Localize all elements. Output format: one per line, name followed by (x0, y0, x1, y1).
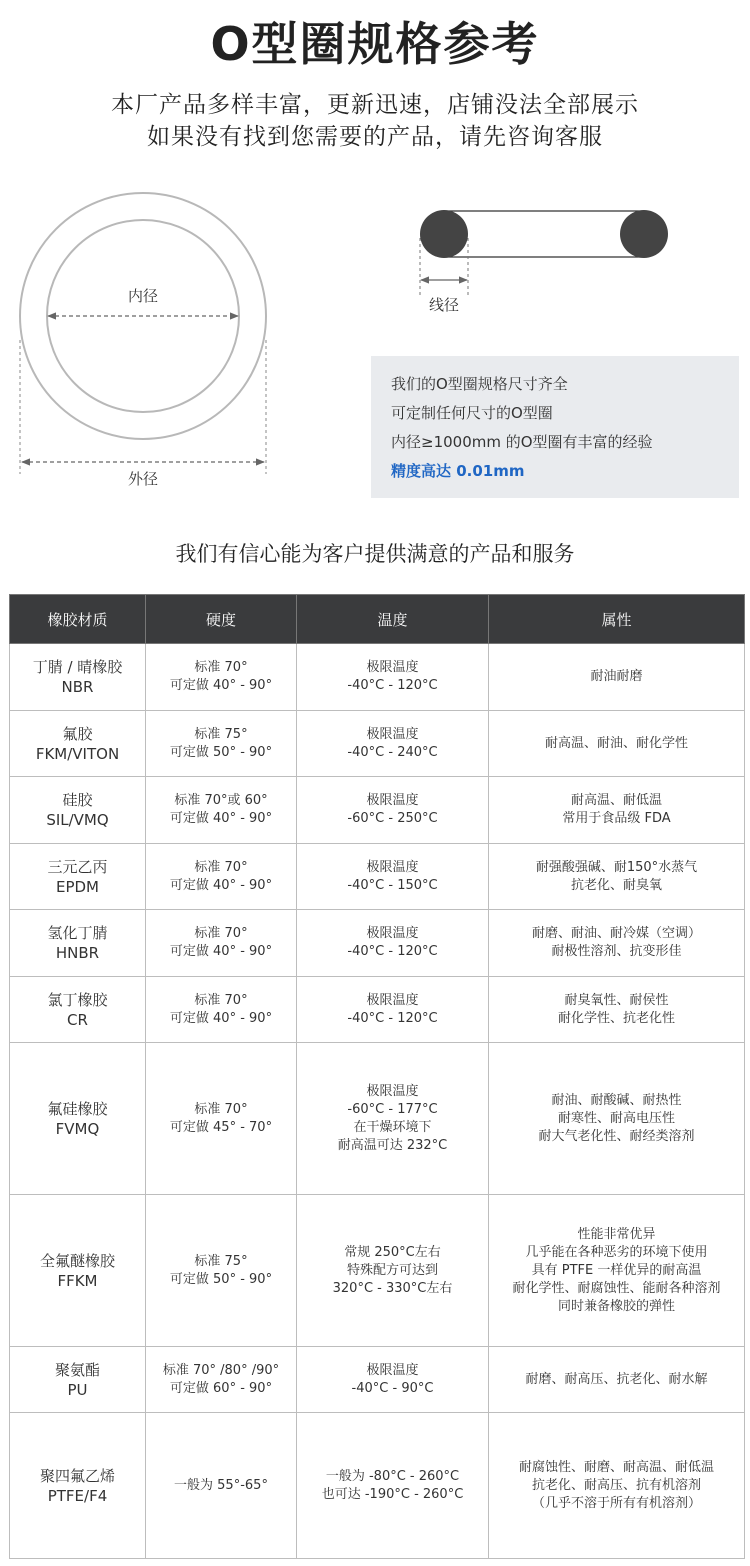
cell-text: 极限温度 (366, 992, 419, 1008)
property-cell (489, 977, 745, 1043)
table-row (10, 910, 745, 977)
temperature-cell (297, 777, 489, 844)
table-header-row (10, 595, 745, 644)
property-cell (489, 1347, 745, 1413)
confidence-statement: 我们有信心能为客户提供满意的产品和服务 (175, 542, 575, 566)
wire-diameter-label: 线径 (428, 296, 460, 314)
cell-text: -40°C - 120°C (347, 944, 438, 959)
cell-text: 极限温度 (366, 1362, 419, 1378)
cell-text: 常规 250°C左右 (344, 1244, 441, 1260)
table-row (10, 711, 745, 777)
cell-text: FFKM (57, 1271, 98, 1290)
cell-text: 耐高温、耐低温 (570, 793, 662, 808)
cell-text: 丁腈 / 晴橡胶 (32, 658, 123, 676)
cell-text: SIL/VMQ (46, 811, 109, 829)
hardness-cell (146, 1347, 297, 1413)
cell-text: -60°C - 250°C (347, 811, 438, 826)
cell-text: 在干燥环境下 (353, 1119, 432, 1135)
cell-text: 特殊配方可达到 (346, 1262, 438, 1278)
cell-text: 耐化学性、耐腐蚀性、能耐各种溶剂 (512, 1280, 721, 1296)
inner-diameter-label: 内径 (127, 287, 159, 305)
column-header: 温度 (297, 595, 489, 644)
cell-text: 聚氨酯 (54, 1360, 100, 1379)
property-cell (489, 777, 745, 844)
cell-text: 可定做 60° - 90° (169, 1380, 273, 1396)
table-row (10, 644, 745, 711)
material-cell (10, 644, 146, 711)
cell-text: 标准 75° (194, 1253, 248, 1269)
cell-text: -60°C - 177°C (347, 1101, 438, 1117)
cell-text: 具有 PTFE 一样优异的耐高温 (531, 1262, 702, 1278)
outer-diameter-label: 外径 (127, 470, 159, 488)
cell-text: NBR (61, 678, 94, 696)
cell-text: 耐磨、耐高压、抗老化、耐水解 (525, 1371, 708, 1387)
temperature-cell (297, 1347, 489, 1413)
material-cell (10, 1413, 146, 1559)
material-cell (10, 1347, 146, 1413)
cell-text: HNBR (55, 944, 100, 962)
cell-text: 耐大气老化性、耐经类溶剂 (538, 1128, 695, 1144)
cell-text: 可定做 50° - 90° (169, 744, 273, 760)
cell-text: 一般为 -80°C - 260°C (325, 1468, 460, 1484)
hardness-cell (146, 977, 297, 1043)
cell-text: 320°C - 330°C左右 (332, 1280, 453, 1296)
hardness-cell (146, 1413, 297, 1559)
cell-text: 标准 70° (194, 992, 248, 1008)
material-cell (10, 977, 146, 1043)
cell-text: （几乎不溶于所有有机溶剂） (531, 1495, 701, 1511)
cell-text: 耐油、耐酸碱、耐热性 (551, 1092, 682, 1108)
temperature-cell (297, 977, 489, 1043)
o-ring-cross-section (420, 210, 668, 314)
cell-text: 三元乙丙 (47, 857, 108, 876)
cell-text: PTFE/F4 (47, 1486, 108, 1505)
subtitle-line-1: 本厂产品多样丰富，更新迅速，店铺没法全部展示 (111, 92, 639, 118)
cell-text: 可定做 40° - 90° (169, 944, 273, 959)
cell-text: -40°C - 120°C (347, 678, 438, 693)
cell-text: 也可达 -190°C - 260°C (321, 1486, 464, 1502)
cell-text: 抗老化、耐高压、抗有机溶剂 (531, 1477, 701, 1493)
column-header: 硬度 (146, 595, 297, 644)
cell-text: 耐腐蚀性、耐磨、耐高温、耐低温 (518, 1459, 714, 1475)
cell-text: 耐极性溶剂、抗变形佳 (551, 944, 682, 959)
table-row (10, 844, 745, 910)
cell-text: 极限温度 (366, 926, 419, 941)
property-cell (489, 844, 745, 910)
cell-text: 标准 70°或 60° (174, 793, 268, 808)
column-header: 橡胶材质 (10, 595, 146, 644)
property-cell (489, 711, 745, 777)
cell-text: 氢化丁腈 (47, 924, 108, 942)
cell-text: 极限温度 (366, 793, 419, 808)
cell-text: 几乎能在各种恶劣的环境下使用 (525, 1244, 708, 1260)
cell-text: 耐强酸强碱、耐150°水蒸气 (535, 859, 698, 875)
material-cell (10, 711, 146, 777)
cell-text: 全氟醚橡胶 (39, 1251, 115, 1270)
temperature-cell (297, 844, 489, 910)
cell-text: -40°C - 90°C (351, 1380, 434, 1396)
property-cell (489, 1413, 745, 1559)
table-row (10, 1043, 745, 1195)
cell-text: 可定做 40° - 90° (169, 678, 273, 693)
cell-text: 同时兼备橡胶的弹性 (557, 1298, 675, 1314)
material-cell (10, 1043, 146, 1195)
property-cell (489, 1195, 745, 1347)
temperature-cell (297, 644, 489, 711)
cell-text: 氟胶 (62, 724, 93, 743)
cell-text: 耐化学性、抗老化性 (557, 1010, 675, 1026)
cell-text: 极限温度 (366, 859, 419, 875)
hardness-cell (146, 1195, 297, 1347)
material-cell (10, 910, 146, 977)
cell-text: 硅胶 (62, 791, 93, 809)
cell-text: 可定做 40° - 90° (169, 877, 273, 893)
cell-text: 可定做 50° - 90° (169, 1271, 273, 1287)
cell-text: CR (67, 1010, 88, 1029)
cell-text: PU (67, 1380, 88, 1399)
page-title: O型圈规格参考 (210, 17, 540, 71)
info-line: 内径≥1000mm 的O型圈有丰富的经验 (391, 433, 653, 451)
cell-text: 氟硅橡胶 (47, 1099, 108, 1118)
cell-text: 抗老化、耐臭氧 (570, 877, 662, 893)
temperature-cell (297, 910, 489, 977)
property-cell (489, 644, 745, 711)
cell-text: -40°C - 150°C (347, 877, 438, 893)
cell-text: 氯丁橡胶 (47, 990, 108, 1009)
cell-text: 耐磨、耐油、耐冷媒（空调） (531, 926, 701, 941)
cell-text: 标准 70° (194, 859, 248, 875)
property-cell (489, 910, 745, 977)
temperature-cell (297, 1195, 489, 1347)
cell-text: 耐臭氧性、耐侯性 (564, 992, 669, 1008)
table-row (10, 1195, 745, 1347)
column-header: 属性 (489, 595, 745, 644)
hardness-cell (146, 910, 297, 977)
hardness-cell (146, 711, 297, 777)
cell-text: 标准 70° /80° /90° (162, 1362, 280, 1378)
hardness-cell (146, 1043, 297, 1195)
o-ring-front-view (20, 193, 266, 488)
cell-text: FVMQ (55, 1119, 100, 1138)
material-cell (10, 844, 146, 910)
cell-text: FKM/VITON (35, 744, 120, 763)
cell-text: EPDM (55, 877, 99, 896)
cell-text: 一般为 55°-65° (174, 1477, 268, 1493)
property-cell (489, 1043, 745, 1195)
cell-text: 耐油耐磨 (590, 669, 643, 684)
table-row (10, 977, 745, 1043)
table-row (10, 777, 745, 844)
cell-text: 极限温度 (366, 660, 419, 675)
material-cell (10, 777, 146, 844)
table-row (10, 1413, 745, 1559)
cell-text: 耐寒性、耐高电压性 (557, 1110, 675, 1126)
cell-text: 标准 70° (194, 660, 248, 675)
temperature-cell (297, 711, 489, 777)
temperature-cell (297, 1043, 489, 1195)
hardness-cell (146, 644, 297, 711)
cell-text: -40°C - 240°C (347, 744, 438, 760)
cell-text: 标准 75° (194, 726, 248, 742)
hardness-cell (146, 777, 297, 844)
cell-text: -40°C - 120°C (347, 1010, 438, 1026)
cell-text: 标准 70° (194, 926, 248, 941)
cell-text: 可定做 45° - 70° (169, 1119, 273, 1135)
cell-text: 极限温度 (366, 1083, 419, 1099)
cell-text: 聚四氟乙烯 (39, 1466, 115, 1485)
subtitle-line-2: 如果没有找到您需要的产品，请先咨询客服 (147, 124, 603, 150)
material-cell (10, 1195, 146, 1347)
cell-text: 耐高温、耐油、耐化学性 (544, 735, 688, 751)
info-line: 我们的O型圈规格尺寸齐全 (391, 375, 568, 393)
cell-text: 性能非常优异 (577, 1226, 656, 1242)
material-spec-table (9, 594, 745, 1559)
cell-text: 耐高温可达 232°C (337, 1137, 448, 1153)
table-row (10, 1347, 745, 1413)
cell-text: 极限温度 (366, 726, 419, 742)
temperature-cell (297, 1413, 489, 1559)
cell-text: 可定做 40° - 90° (169, 1010, 273, 1026)
info-line: 可定制任何尺寸的O型圈 (391, 404, 553, 422)
cell-text: 标准 70° (194, 1101, 248, 1117)
hardness-cell (146, 844, 297, 910)
spec-info-box (371, 356, 739, 498)
cell-text: 常用于食品级 FDA (562, 811, 671, 826)
cell-text: 可定做 40° - 90° (169, 811, 273, 826)
precision-highlight: 精度高达 0.01mm (391, 462, 525, 480)
